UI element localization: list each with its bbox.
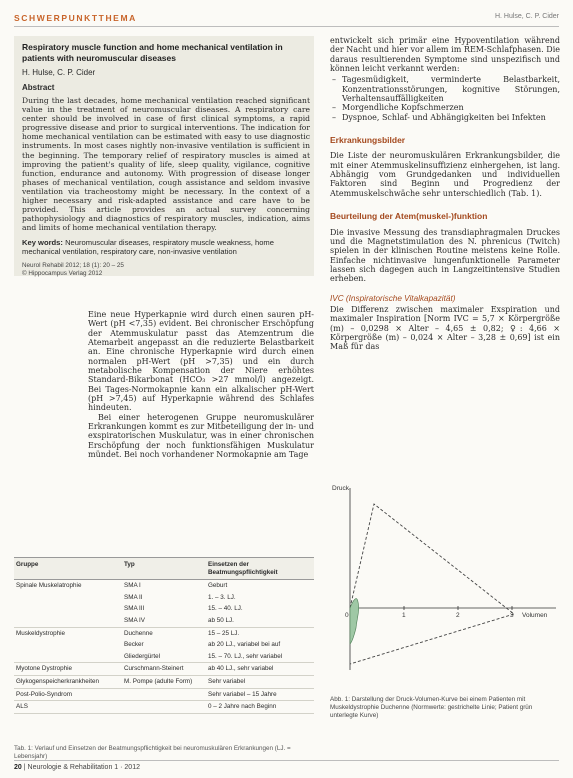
table-cell [14, 592, 122, 604]
header-authors: H. Hulse, C. P. Cider [494, 13, 559, 20]
table-row [14, 663, 314, 676]
paragraph: Bei einer heterogenen Gruppe neuromuskulärer Erkrankungen kommt es zur Mitbeteiligung der in- und exspiratorischen Muskulatur, was in einer chronischen Erschöpfung der noch funktionsfähigen Muskulatur mündet. Bei noch vorhandener Normokapnie am Tage [88, 412, 314, 460]
list-item: – Tagesmüdigkeit, verminderte Belastbarkeit, Konzentrationsstörungen, kognitive Störungen, Verhaltensauffälligkeiten [342, 75, 560, 103]
paragraph: Die Differenz zwischen maximaler Exspiration und maximaler Inspiration [Norm IVC = 5,7 × Körpergröße (m) – 0,0298 × Alter – 4,65 ± 0,82; ♀: 4,66 × Körpergröße (m) – 0,024 × Alter – 3,28 ± 0,69] ist ein Maß für das [330, 304, 560, 352]
table-row [14, 675, 314, 688]
x-tick-label: 3 [510, 612, 514, 619]
keywords [22, 238, 310, 256]
abstract-text: During the last decades, home mechanical ventilation reached significant value in the treatment of neuromuscular diseases. A respiratory care center should be involved in case of first clinical symptoms, a rapid progressive disease and prior to surgical interventions. The indication for home mechanical ventilation can be estimated with easy to use diagnostic instruments. In most cases nightly non-invasive ventilation is sufficient in the beginning. The temporary relief of respiratory muscles is aimed at improving the patient's quality of life, sleep quality, vigilance, cognitive function, endurance and autonomy. With progression of disease longer phases of mechanical ventilation, cough assistance and seldom invasive ventilation via tracheostomy might be necessary. In the context of a higher necessary and risk-adapted assistance and care have to be provided. This article provides an actual survey concerning pathophysiology and diagnostics of respiratory muscles, indication, aims and limits of home mechanical ventilation therapy. [22, 96, 310, 233]
table-cell [14, 639, 122, 651]
table-row [14, 580, 314, 592]
table-cell [122, 701, 206, 714]
table-cell: 15 – 25 LJ. [208, 629, 240, 637]
table-cell: Muskeldystrophie [16, 629, 65, 637]
table-cell: Glykogenspeicherkrankheiten [14, 675, 122, 688]
table-row [14, 639, 314, 651]
table-row [14, 701, 314, 714]
disease-table [14, 557, 314, 714]
table-cell: Sehr variabel [206, 675, 314, 688]
table-cell: M. Pompe (adulte Form) [122, 675, 206, 688]
table-cell [14, 615, 122, 627]
page-footer [14, 764, 140, 771]
paragraph: Die invasive Messung des transdiaphragmalen Druckes und die Magnetstimulation des N. phrenicus (Twitch) spielen in der klinischen Routine meistens keine Rolle. Einfache nichtinvasive lungenfunktionelle Parameter lassen sich dagegen auch in Langzeitintensive Studien erheben. [330, 227, 560, 284]
table-cell: 0 – 2 Jahre nach Beginn [206, 701, 314, 714]
page-number: 20 [14, 764, 22, 771]
x-tick-label: 2 [456, 612, 460, 619]
abstract-label: Abstract [22, 83, 55, 92]
table-cell: 15. – 70. LJ., sehr variabel [206, 651, 314, 663]
figure-caption: Abb. 1: Darstellung der Druck-Volumen-Kurve bei einem Patienten mit Muskeldystrophie Duchenne (Normwerte: gestrichelte Linie; Patient grün unterlegte Kurve) [330, 696, 533, 719]
citation-copyright: © Hippocampus Verlag 2012 [22, 270, 103, 277]
symptom-list [330, 75, 560, 122]
y-axis-label: Druck [332, 485, 349, 492]
table-header: Einsetzen der Beatmungspflichtigkeit [206, 558, 314, 580]
table-cell [14, 651, 122, 663]
subsection-heading: IVC (Inspiratorische Vitalkapazität) [330, 293, 456, 303]
table-cell: ab 40 LJ., sehr variabel [206, 663, 314, 676]
abstract-title: Respiratory muscle function and home mechanical ventilation in patients with neuromuscular diseases [22, 42, 283, 63]
section-heading: Erkrankungsbilder [330, 135, 406, 146]
paragraph: entwickelt sich primär eine Hypoventilation während der Nacht und hier vor allem im REM-Schlafphasen. Die daraus resultierenden Symptome sind unspezifisch und können leicht verkannt werden: [330, 36, 560, 74]
keywords-text: Neuromuscular diseases, respiratory muscle weakness, home mechanical ventilation, respiratory care, non-invasive ventilation [22, 238, 274, 256]
abstract-authors: H. Hulse, C. P. Cider [22, 68, 96, 77]
table-cell: Sehr variabel – 15 Jahre [206, 688, 314, 701]
table-row [14, 651, 314, 663]
table-row [14, 627, 314, 639]
table-row [14, 615, 314, 627]
footer-separator: | [23, 764, 28, 771]
table-cell: ab 20 LJ., variabel bei auf [208, 641, 281, 649]
table-cell: 1. – 3. LJ. [208, 593, 236, 601]
table-cell: ab 50 LJ. [206, 615, 314, 627]
table-cell: Post-Polio-Syndrom [14, 688, 122, 701]
table-header: Gruppe [14, 558, 122, 580]
table-cell: SMA II [124, 593, 143, 601]
table-cell: Curschmann-Steinert [122, 663, 206, 676]
table-caption: Tab. 1: Verlauf und Einsetzen der Beatmungspflichtigkeit bei neuromuskulären Erkrankungen (LJ. = Lebensjahr) [14, 745, 291, 760]
paragraph: Die Liste der neuromuskulären Erkrankungsbilder, die mit einer Atemmuskelinsuffizienz einhergehen, ist lang. Abhängig vom Grundgedanken und individuellen Faktoren sind Beginn und Progredienz der Atemmuskelschwäche sehr unterschiedlich (Tab. 1). [330, 151, 560, 198]
x-tick-label: 1 [402, 612, 406, 619]
paragraph: Eine neue Hyperkapnie wird durch einen sauren pH-Wert (pH <7,35) evident. Bei chronischer Erschöpfung der Atemmuskulatur passt das Atemzentrum die Atemarbeit angepasst an die reduzierte Belastbarkeit an. Eine chronische Hyperkapnie wird durch einen normalen pH-Wert (pH >7,35) und ein durch metabolische Kompensation der Niere erhöhtes Standard-Bikarbonat (HCO₃ >27 mmol/l) angezeigt. Bei Tages-Normokapnie kann ein alkalischer pH-Wert (pH >7,45) auf Hyperkapnie während des Schlafes hindeuten. [88, 310, 314, 413]
header-divider [14, 26, 559, 27]
table-cell: Myotone Dystrophie [14, 663, 122, 676]
table-header-row [14, 558, 314, 580]
body-text-right [330, 36, 560, 352]
table-cell: SMA III [124, 605, 145, 613]
citation [22, 262, 124, 278]
table-cell: 15. – 40. LJ. [208, 605, 243, 613]
table-cell: SMA IV [122, 615, 206, 627]
table-cell [14, 603, 122, 615]
table-cell: SMA I [124, 582, 141, 590]
citation-journal: Neurol Rehabil 2012; 18 (1): 20 – 25 [22, 262, 124, 269]
body-text-middle [88, 310, 314, 460]
table-header: Typ [122, 558, 206, 580]
list-item: – Morgendliche Kopfschmerzen [342, 103, 560, 112]
table-row [14, 603, 314, 615]
x-axis-label: Volumen [522, 612, 548, 619]
table-cell: Becker [124, 641, 144, 649]
pressure-volume-figure [330, 480, 562, 690]
table-cell: ALS [14, 701, 122, 714]
table-container [14, 557, 314, 714]
table-cell [122, 688, 206, 701]
journal-name: Neurologie & Rehabilitation 1 · 2012 [27, 764, 140, 771]
footer-divider [14, 760, 559, 761]
table-cell: Duchenne [124, 629, 153, 637]
keywords-label: Key words: [22, 238, 63, 247]
table-cell: Gliedergürtel [122, 651, 206, 663]
x-tick-label: 0 [345, 612, 349, 619]
section-heading: Beurteilung der Atem(muskel-)funktion [330, 211, 488, 222]
table-cell: Geburt [208, 582, 228, 590]
list-item: – Dyspnoe, Schlaf- und Abhängigkeiten bei Infekten [342, 113, 560, 122]
table-row [14, 592, 314, 604]
figure-background [330, 480, 562, 690]
table-cell: Spinale Muskelatrophie [16, 582, 82, 590]
section-title: SCHWERPUNKTTHEMA [14, 13, 137, 23]
table-row [14, 688, 314, 701]
